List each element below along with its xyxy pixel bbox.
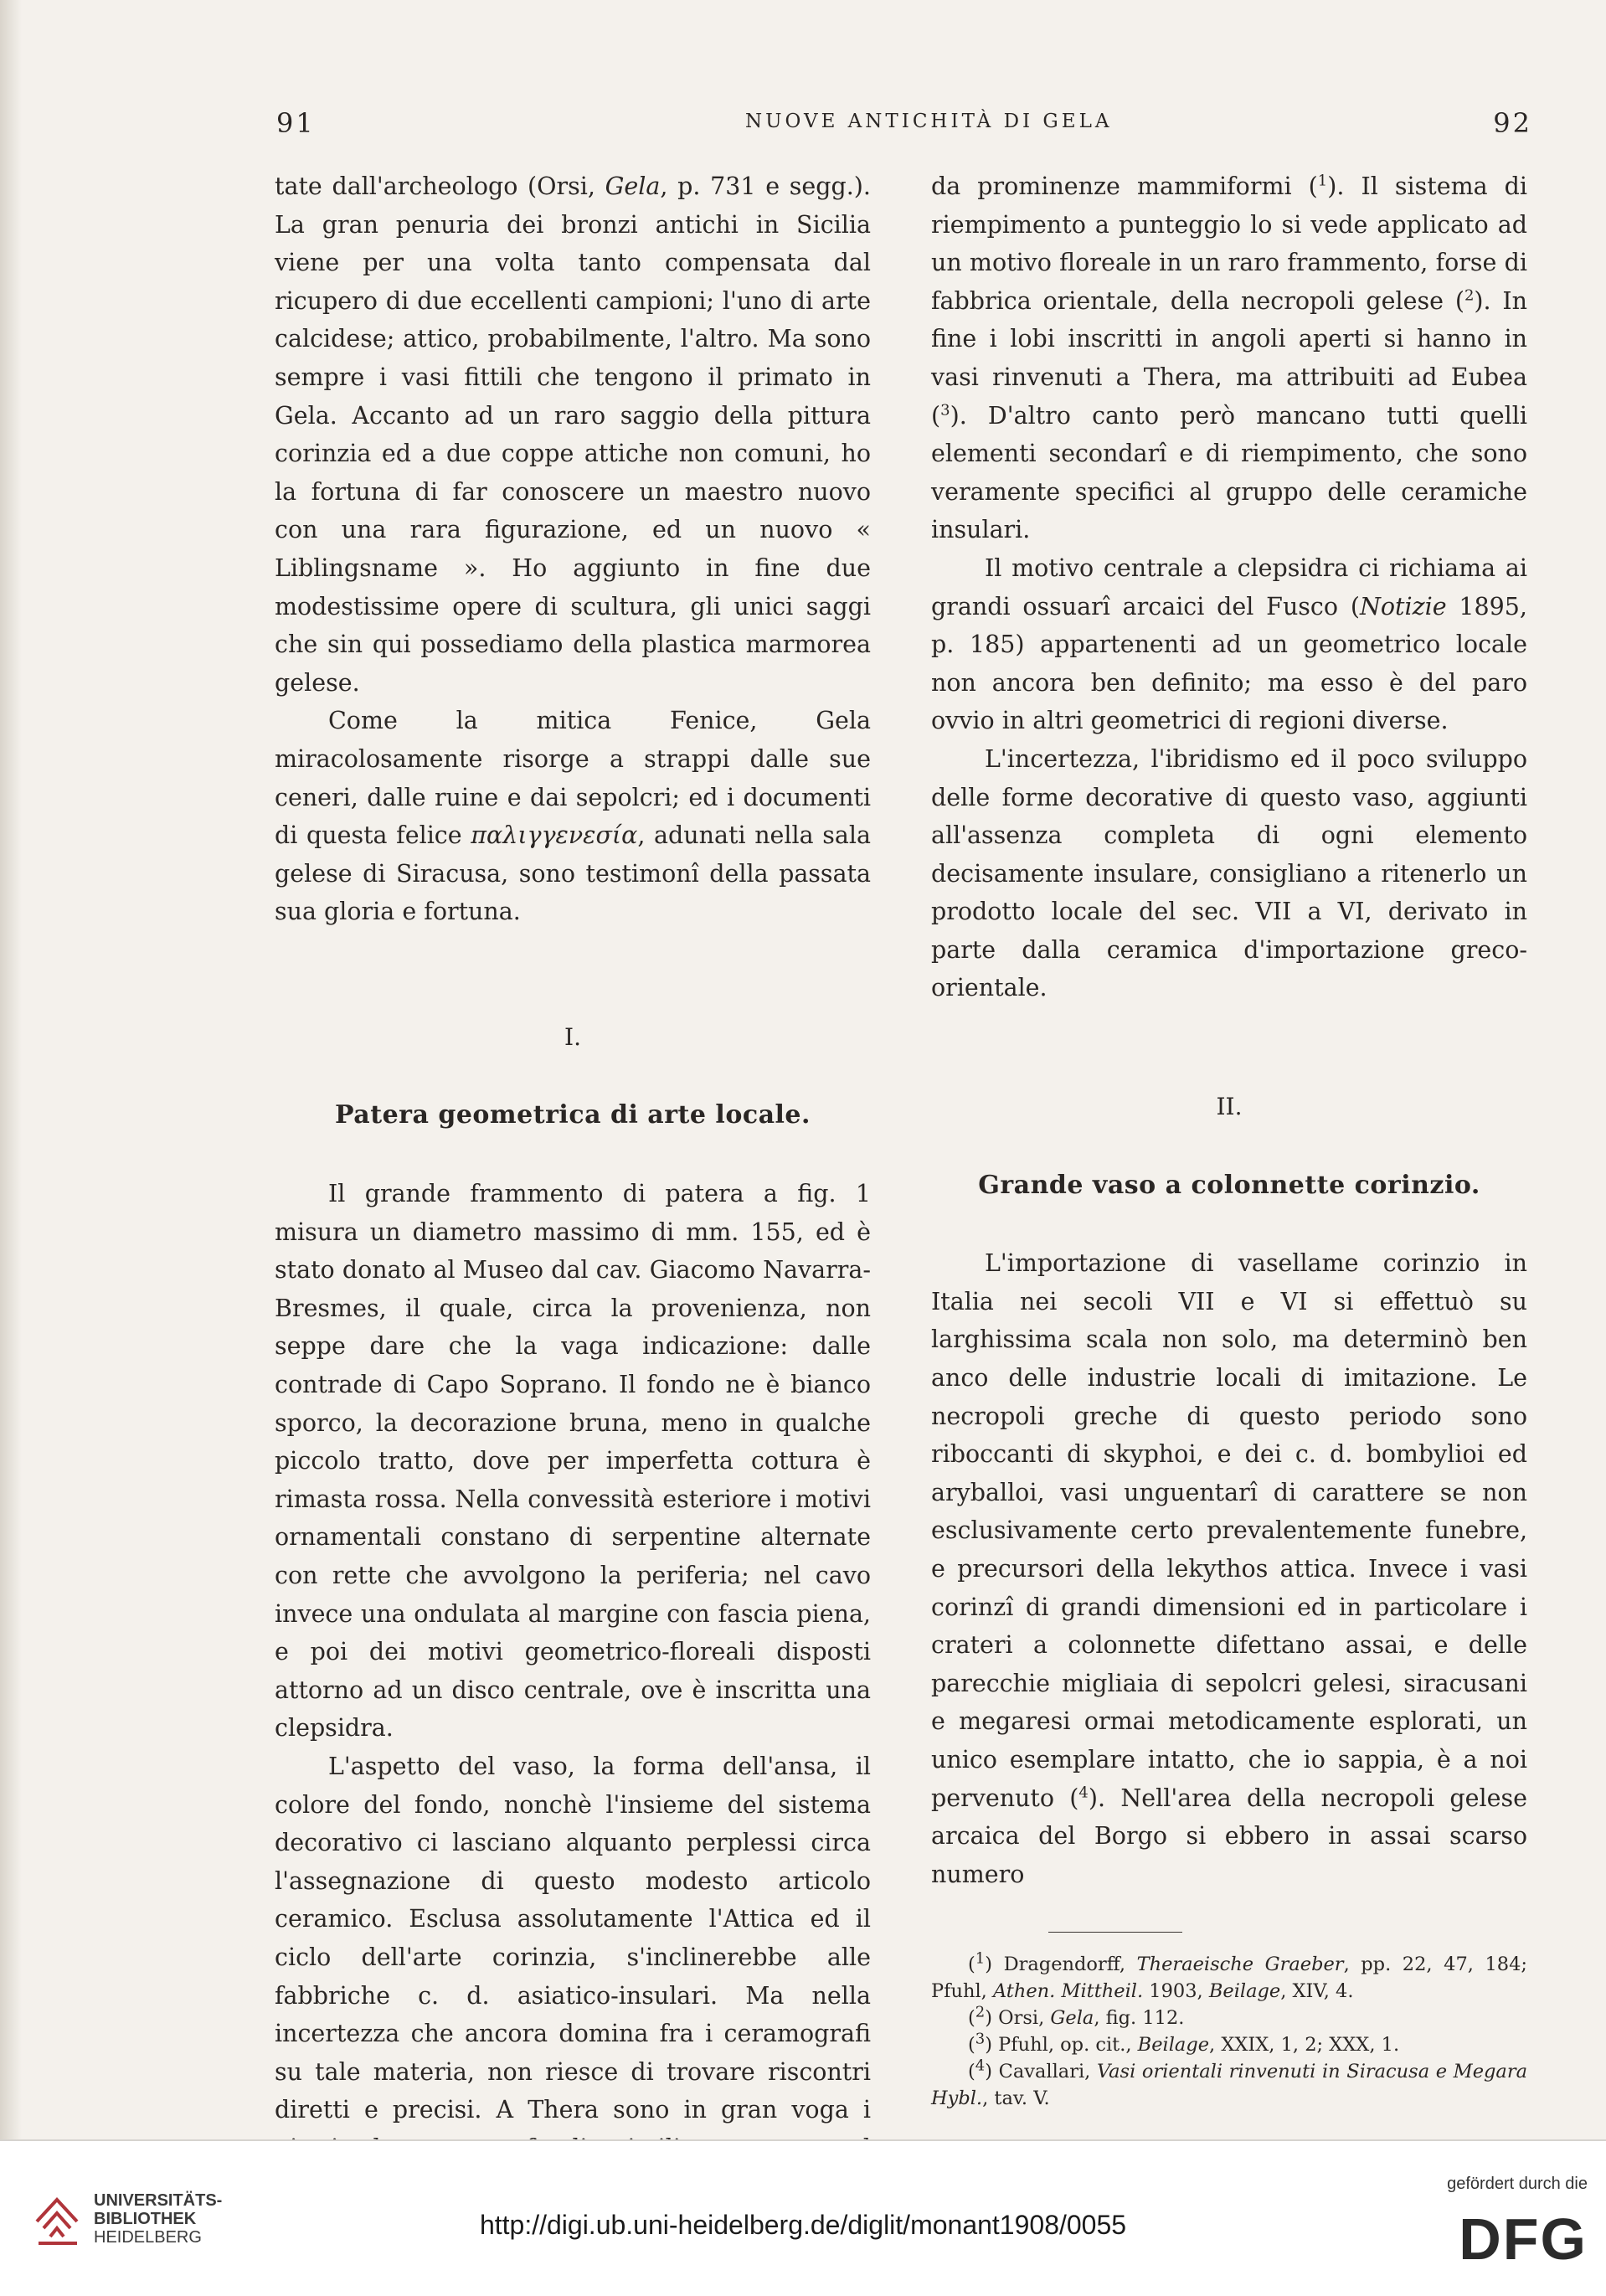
left-column [275, 167, 871, 2206]
dfg-logo-icon[interactable] [1445, 2209, 1588, 2264]
page-url-link[interactable]: http://digi.ub.uni-heidelberg.de/diglit/monant1908/0055 [479, 2210, 1127, 2240]
section-number: I. [564, 1022, 581, 1051]
footnote-rule [1048, 1932, 1182, 1933]
paragraph: L'aspetto del vaso, la forma dell'ansa, il colore del fondo, nonchè l'insieme del sistema decorativo ci lasciano alquanto perplessi circa l'assegnazione di questo modesto articolo ceramico. Esclusa assolutamente l'Attica ed il ciclo dell'arte corinzia, s'inclinerebbe alle fabbriche c. d. asiatico-insulari. Ma nella incertezza che ancora domina fra i ceramografi su tale materia, non riesce di trovare riscontri diretti e precisi. A Thera sono in gran voga i [275, 1752, 871, 2124]
sponsor [1420, 2175, 1588, 2264]
paragraph: da prominenze mammiformi ($^1$). Il sistema di riempimento a punteggio lo si vede applicato ad un motivo floreale in un raro frammento, forse di fabbrica orientale, della necropoli gelese ($^2$). In fine i lobi inscritti in angoli aperti si hanno in vasi rinvenuti a Thera, ma attribuiti ad Eubea ($^3$). D'altro canto però mancano tutti quelli elementi secondarî e di riempimento, che sono veramente specifici al gruppo delle ceramiche insulari. [931, 172, 1527, 544]
right-column [931, 167, 1527, 2112]
footnotes [931, 1951, 1527, 2112]
left-page-number: 91 [276, 107, 316, 139]
footer-bar [0, 2139, 1606, 2296]
paragraph: Il motivo centrale a clepsidra ci richiama ai grandi ossuarî arcaici del Fusco (Notizie 1895, p. 185) appartenenti ad un geometrico locale non ancora ben definito; ma esso è del paro ovvio in altri geometrici di regioni diverse. [931, 553, 1527, 735]
footnote: ($^3$) Pfuhl, op. cit., Beilage, XXIX, 1, 2; XXX, 1. [968, 2030, 1400, 2057]
footnote-ref: 3 [940, 401, 950, 420]
paragraph: Come la mitica Fenice, Gela miracolosamente risorge a strappi dalle sue ceneri, dalle ruine e dai sepolcri; ed i documenti di questa felice παλιγγενεσία, adunati nella sala gelese di Siracusa, sono testimonî della passata sua gloria e fortuna. [275, 707, 871, 926]
sponsor-text: gefördert durch die [1447, 2175, 1588, 2193]
section-title: Patera geometrica di arte locale. [335, 1100, 811, 1130]
running-title: NUOVE ANTICHITÀ DI GELA [745, 111, 1113, 132]
section-number: II. [1216, 1093, 1243, 1121]
footer-divider [0, 2139, 1606, 2141]
paragraph: Il grande frammento di patera a fig. 1 misura un diametro massimo di mm. 155, ed è stato donato al Museo dal cav. Giacomo Navarra-Bresmes, il quale, circa la provenienza, non seppe dare che la vaga indicazione: dalle contrade di Capo Soprano. Il fondo ne è bianco sporco, la decorazione bruna, meno in qualche piccolo tratto, dove per imperfetta cottura è rimasta rossa. Nella convessità esteriore i motivi ornamentali constano di serpentine alternate con rette che avvolgono la periferia; nel cavo invece una ondulata al margine con fascia piena, e poi dei motivi geometrico-floreali disposti attorno ad un disco centrale, ove è inscritta una clepsidra. [275, 1180, 871, 1743]
footnote-ref: 4 [1078, 1784, 1089, 1802]
footnote: ($^2$) Orsi, Gela, fig. 112. [968, 2003, 1185, 2030]
paragraph: tate dall'archeologo (Orsi, Gela, p. 731 e segg.). La gran penuria dei bronzi antichi in Sicilia viene per una volta tanto compensata dal ricupero di due eccellenti campioni; l'uno di arte calcidese; attico, probabilmente, l'altro. Ma sono sempre i vasi fittili che tengono il primato in Gela. Accanto ad un raro saggio della pittura corinzia ed a due coppe attiche non comuni, ho la fortuna di far conoscere un maestro nuovo con una rara figurazione, ed un nuovo « Liblingsname ». Ho aggiunto in fine due modestissime opere di scultura, gli unici saggi che sin qui possediamo della plastica marmorea gelese. [275, 172, 871, 697]
greek-word: παλιγγενεσία [471, 821, 638, 850]
section-title: Grande vaso a colonnette corinzio. [978, 1170, 1480, 1200]
running-head [276, 107, 1532, 141]
paragraph: L'incertezza, l'ibridismo ed il poco sviluppo delle forme decorative di questo vaso, aggiunti all'assenza completa di ogni elemento decisamente insulare, consigliano a ritenerlo un prodotto locale del sec. VII a VI, derivato in parte dalla ceramica d'importazione greco-orientale. [931, 744, 1527, 1002]
paragraph: L'importazione di vasellame corinzio in Italia nei secoli VII e VI si effettuò su larghissima scala non solo, ma determinò ben anco delle industrie locali di imitazione. Le necropoli greche di questo periodo sono riboccanti di skyphoi, e dei c. d. bombylioi ed aryballoi, vasi unguentarî di carattere se non esclusivamente certo prevalentemente funebre, e precursori della lekythos attica. Invece i vasi corinzî di grandi dimensioni ed in particolare i crateri a colonnette difettano assai, e delle parecchie migliaia di sepolcri gelesi, siracusani e megaresi ormai metodicamente esplorati, un unico esemplare intatto, che io sappia, è a noi pervenuto ($^4$). Nell'area della necropoli gelese arcaica del Borgo si ebbero in assai scarso numero [931, 1249, 1527, 1888]
footnote: ($^4$) Cavallari, Vasi orientali rinvenuti in Siracusa e Megara Hybl., tav. V. [931, 2057, 1527, 2110]
footnote: ($^1$) Dragendorff, Theraeische Graeber, pp. 22, 47, 184; Pfuhl, Athen. Mittheil. 1903, Beilage, XIV, 4. [931, 1949, 1527, 2003]
dfg-logo-text: DFG [1459, 2209, 1588, 2264]
scan-edge [0, 0, 22, 2139]
footnote-ref: 2 [1464, 286, 1475, 305]
footnote-ref: 1 [1317, 172, 1328, 190]
right-page-number: 92 [1493, 107, 1532, 139]
library-name: UNIVERSITÄTS- BIBLIOTHEK HEIDELBERG [94, 2191, 223, 2247]
